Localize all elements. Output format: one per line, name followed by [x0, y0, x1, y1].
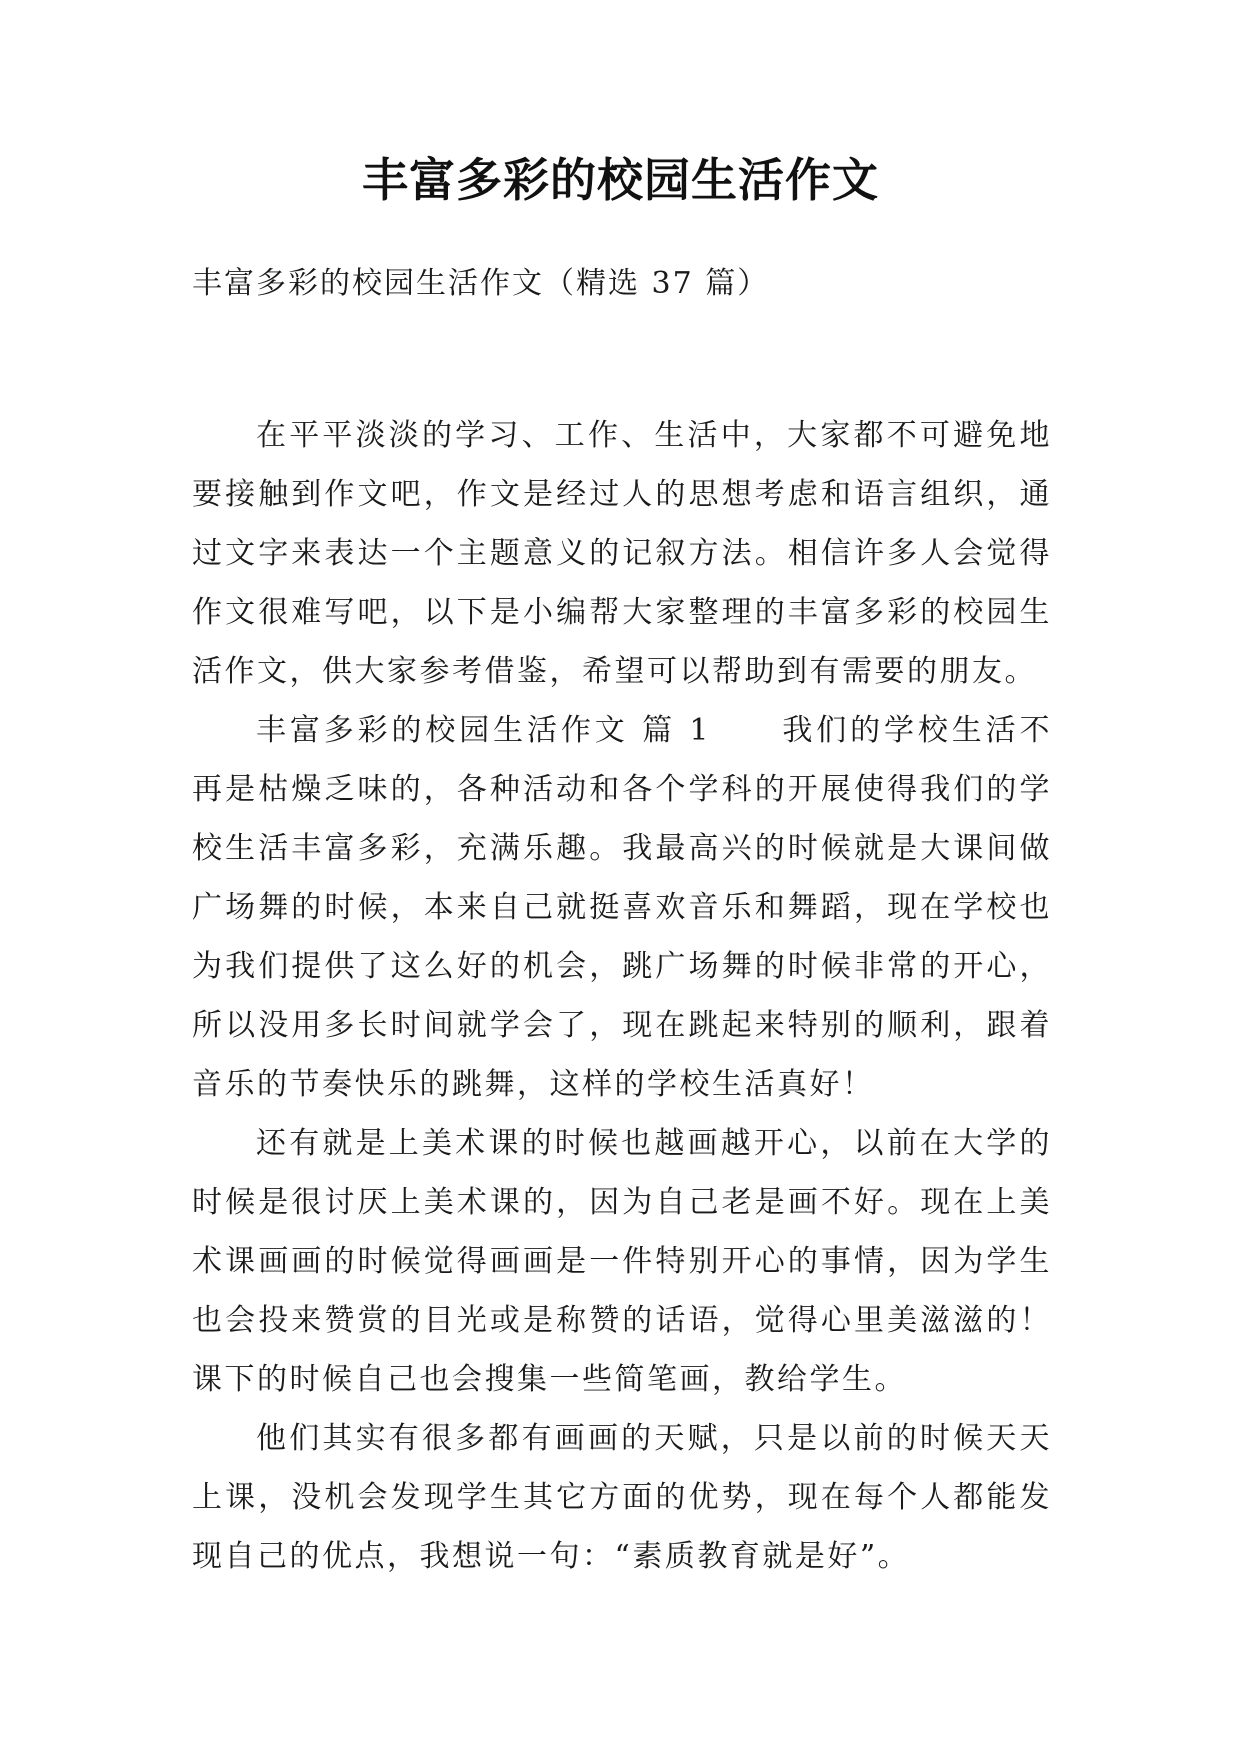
document-body	[192, 406, 1052, 1586]
intro-paragraph: 在平平淡淡的学习、工作、生活中，大家都不可避免地要接触到作文吧，作文是经过人的思想考虑和语言组织，通过文字来表达一个主题意义的记叙方法。相信许多人会觉得作文很难写吧，以下是小编帮大家整理的丰富多彩的校园生活作文，供大家参考借鉴，希望可以帮助到有需要的朋友。	[192, 418, 1052, 689]
essay-paragraph: 还有就是上美术课的时候也越画越开心，以前在大学的时候是很讨厌上美术课的，因为自己老是画不好。现在上美术课画画的时候觉得画画是一件特别开心的事情，因为学生也会投来赞赏的目光或是称赞的话语，觉得心里美滋滋的！课下的时候自己也会搜集一些简笔画，教给学生。	[192, 1126, 1052, 1397]
essay-heading: 丰富多彩的校园生活作文 篇 1	[256, 713, 711, 748]
essay-paragraph-text: 我们的学校生活不再是枯燥乏味的，各种活动和各个学科的开展使得我们的学校生活丰富多彩，充满乐趣。我最高兴的时候就是大课间做广场舞的时候，本来自己就挺喜欢音乐和舞蹈，现在学校也为我们提供了这么好的机会，跳广场舞的时候非常的开心，所以没用多长时间就学会了，现在跳起来特别的顺利，跟着音乐的节奏快乐的跳舞，这样的学校生活真好！	[192, 713, 1052, 1102]
essay-paragraph	[192, 701, 1052, 1114]
document-subtitle: 丰富多彩的校园生活作文（精选 37 篇）	[192, 266, 770, 301]
essay-paragraph: 他们其实有很多都有画画的天赋，只是以前的时候天天上课，没机会发现学生其它方面的优势，现在每个人都能发现自己的优点，我想说一句：“素质教育就是好”。	[192, 1421, 1052, 1574]
document-title: 丰富多彩的校园生活作文	[362, 153, 879, 207]
